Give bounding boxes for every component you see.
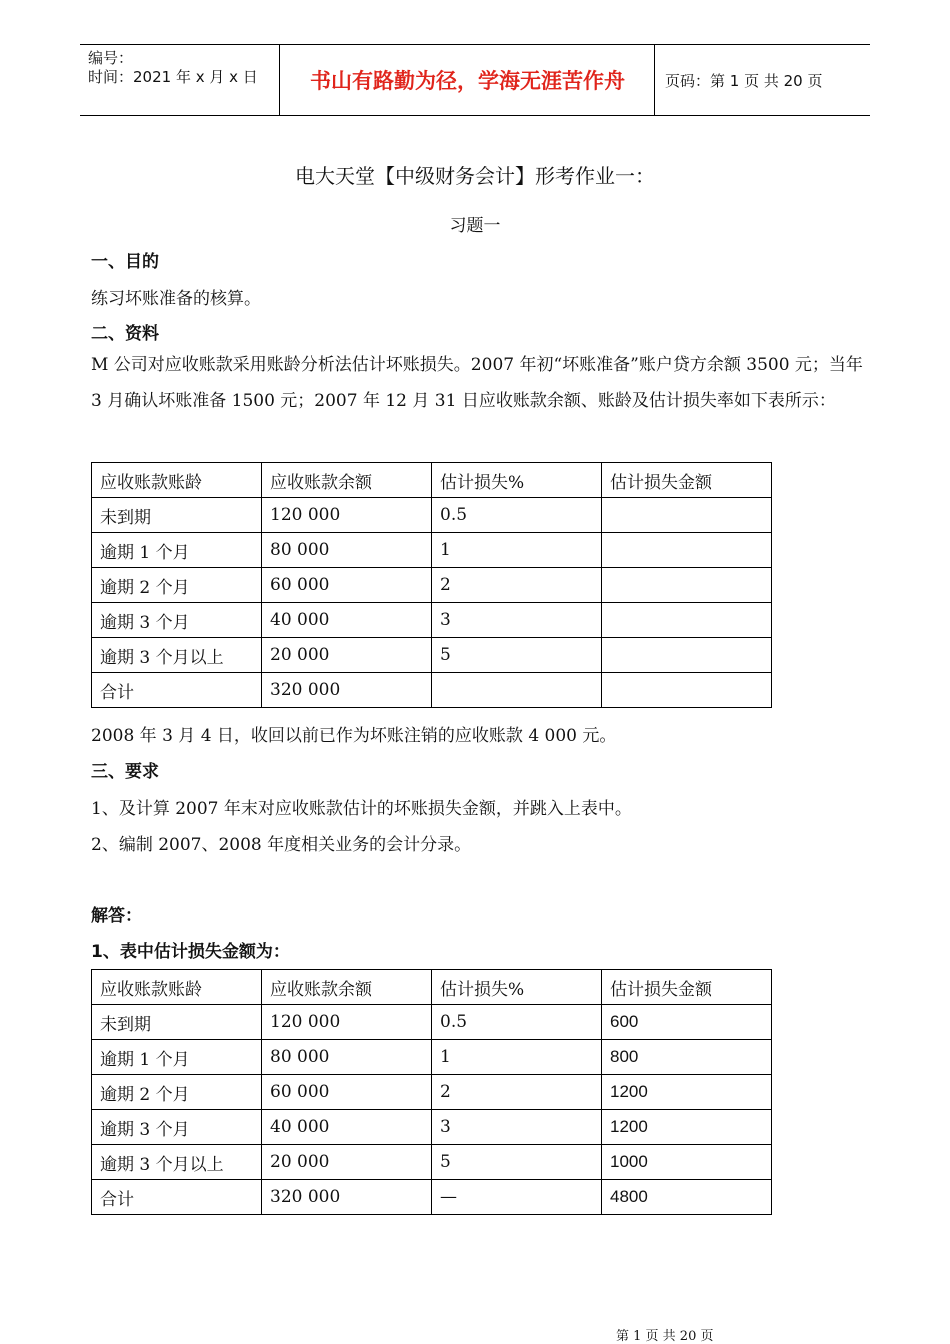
table-cell [602, 498, 772, 533]
table-cell: 5 [432, 638, 602, 673]
table-cell: 20 000 [262, 1145, 432, 1180]
table-header-row [92, 970, 772, 1005]
table-cell: 未到期 [92, 1005, 262, 1040]
table-cell: 3 [432, 603, 602, 638]
header-page-info: 页码：第 1 页 共 20 页 [665, 71, 823, 90]
table-cell [602, 673, 772, 708]
table-cell: 320 000 [262, 1180, 432, 1215]
table-cell [602, 568, 772, 603]
table-cell: 5 [432, 1145, 602, 1180]
answer-subheading: 1、表中估计损失金额为： [91, 942, 290, 962]
section-data-paragraph: M 公司对应收账款采用账龄分析法估计坏账损失。2007 年初“坏账准备”账户贷方余额 3500 元；当年 3 月确认坏账准备 1500 元；2007 年 12 月 31 日应收账款余额、账龄及估计损失率如下表所示： [91, 355, 863, 411]
doc-subtitle: 习题一 [449, 216, 501, 236]
table-cell: 20 000 [262, 638, 432, 673]
table-cell: 未到期 [92, 498, 262, 533]
table-cell [602, 638, 772, 673]
table-cell: 逾期 1 个月 [92, 1040, 262, 1075]
section-purpose-text: 练习坏账准备的核算。 [91, 289, 261, 309]
page-header [80, 44, 870, 116]
section-data-heading: 二、资料 [91, 324, 159, 344]
table-cell: 合计 [92, 1180, 262, 1215]
table-row [92, 1145, 772, 1180]
table-cell: 40 000 [262, 603, 432, 638]
table-cell: 4800 [602, 1180, 772, 1215]
table-row [92, 533, 772, 568]
table-cell: — [432, 1180, 602, 1215]
table-cell: 1 [432, 1040, 602, 1075]
table-cell: 1 [432, 533, 602, 568]
table-cell [602, 533, 772, 568]
aging-table-answer [91, 969, 772, 1215]
table-cell: 逾期 1 个月 [92, 533, 262, 568]
table-cell: 0.5 [432, 498, 602, 533]
doc-title: 电大天堂【中级财务会计】形考作业一： [295, 164, 655, 188]
table-row [92, 603, 772, 638]
table-cell: 60 000 [262, 568, 432, 603]
answer-heading: 解答： [91, 906, 142, 926]
section-requirements-heading: 三、要求 [91, 762, 159, 782]
table-header-cell: 应收账款账龄 [92, 463, 262, 498]
table-cell: 800 [602, 1040, 772, 1075]
table-cell: 2 [432, 568, 602, 603]
table-cell: 逾期 3 个月 [92, 1110, 262, 1145]
table-row [92, 1075, 772, 1110]
table-cell: 逾期 2 个月 [92, 1075, 262, 1110]
table-cell: 60 000 [262, 1075, 432, 1110]
table-cell: 1200 [602, 1110, 772, 1145]
doc-time-label: 时间：2021 年 x 月 x 日 [88, 68, 258, 86]
page-footer: 第 1 页 共 20 页 [616, 1329, 714, 1344]
table-row [92, 498, 772, 533]
table-cell: 120 000 [262, 498, 432, 533]
doc-number-label: 编号： [88, 49, 134, 67]
table-header-cell: 估计损失% [432, 463, 602, 498]
table-row [92, 1110, 772, 1145]
table-header-cell: 估计损失金额 [602, 970, 772, 1005]
table-cell: 80 000 [262, 1040, 432, 1075]
table-header-cell: 应收账款账龄 [92, 970, 262, 1005]
table-header-cell: 估计损失% [432, 970, 602, 1005]
table-header-cell: 应收账款余额 [262, 463, 432, 498]
table-cell: 120 000 [262, 1005, 432, 1040]
header-motto: 书山有路勤为径，学海无涯苦作舟 [281, 45, 655, 115]
table-row [92, 1180, 772, 1215]
section-purpose-heading: 一、目的 [91, 252, 159, 272]
table-cell: 3 [432, 1110, 602, 1145]
table-cell: 1000 [602, 1145, 772, 1180]
aging-table-question [91, 462, 772, 708]
table-row [92, 1005, 772, 1040]
table-cell: 逾期 3 个月以上 [92, 1145, 262, 1180]
table-cell: 0.5 [432, 1005, 602, 1040]
table-cell: 逾期 3 个月 [92, 603, 262, 638]
table-row [92, 673, 772, 708]
table-row [92, 638, 772, 673]
table-cell: 2 [432, 1075, 602, 1110]
table-cell: 合计 [92, 673, 262, 708]
table-cell: 逾期 3 个月以上 [92, 638, 262, 673]
table-row [92, 1040, 772, 1075]
table-cell: 320 000 [262, 673, 432, 708]
table-row [92, 568, 772, 603]
header-meta [80, 45, 280, 115]
table-cell [432, 673, 602, 708]
table-header-cell: 估计损失金额 [602, 463, 772, 498]
table-header-cell: 应收账款余额 [262, 970, 432, 1005]
table-cell: 80 000 [262, 533, 432, 568]
after-table-text: 2008 年 3 月 4 日，收回以前已作为坏账注销的应收账款 4 000 元。 [91, 726, 617, 746]
table-cell: 1200 [602, 1075, 772, 1110]
table-cell [602, 603, 772, 638]
requirement-2: 2、编制 2007、2008 年度相关业务的会计分录。 [91, 835, 472, 855]
table-cell: 逾期 2 个月 [92, 568, 262, 603]
requirement-1: 1、及计算 2007 年末对应收账款估计的坏账损失金额，并跳入上表中。 [91, 799, 632, 819]
table-header-row [92, 463, 772, 498]
table-cell: 600 [602, 1005, 772, 1040]
table-cell: 40 000 [262, 1110, 432, 1145]
